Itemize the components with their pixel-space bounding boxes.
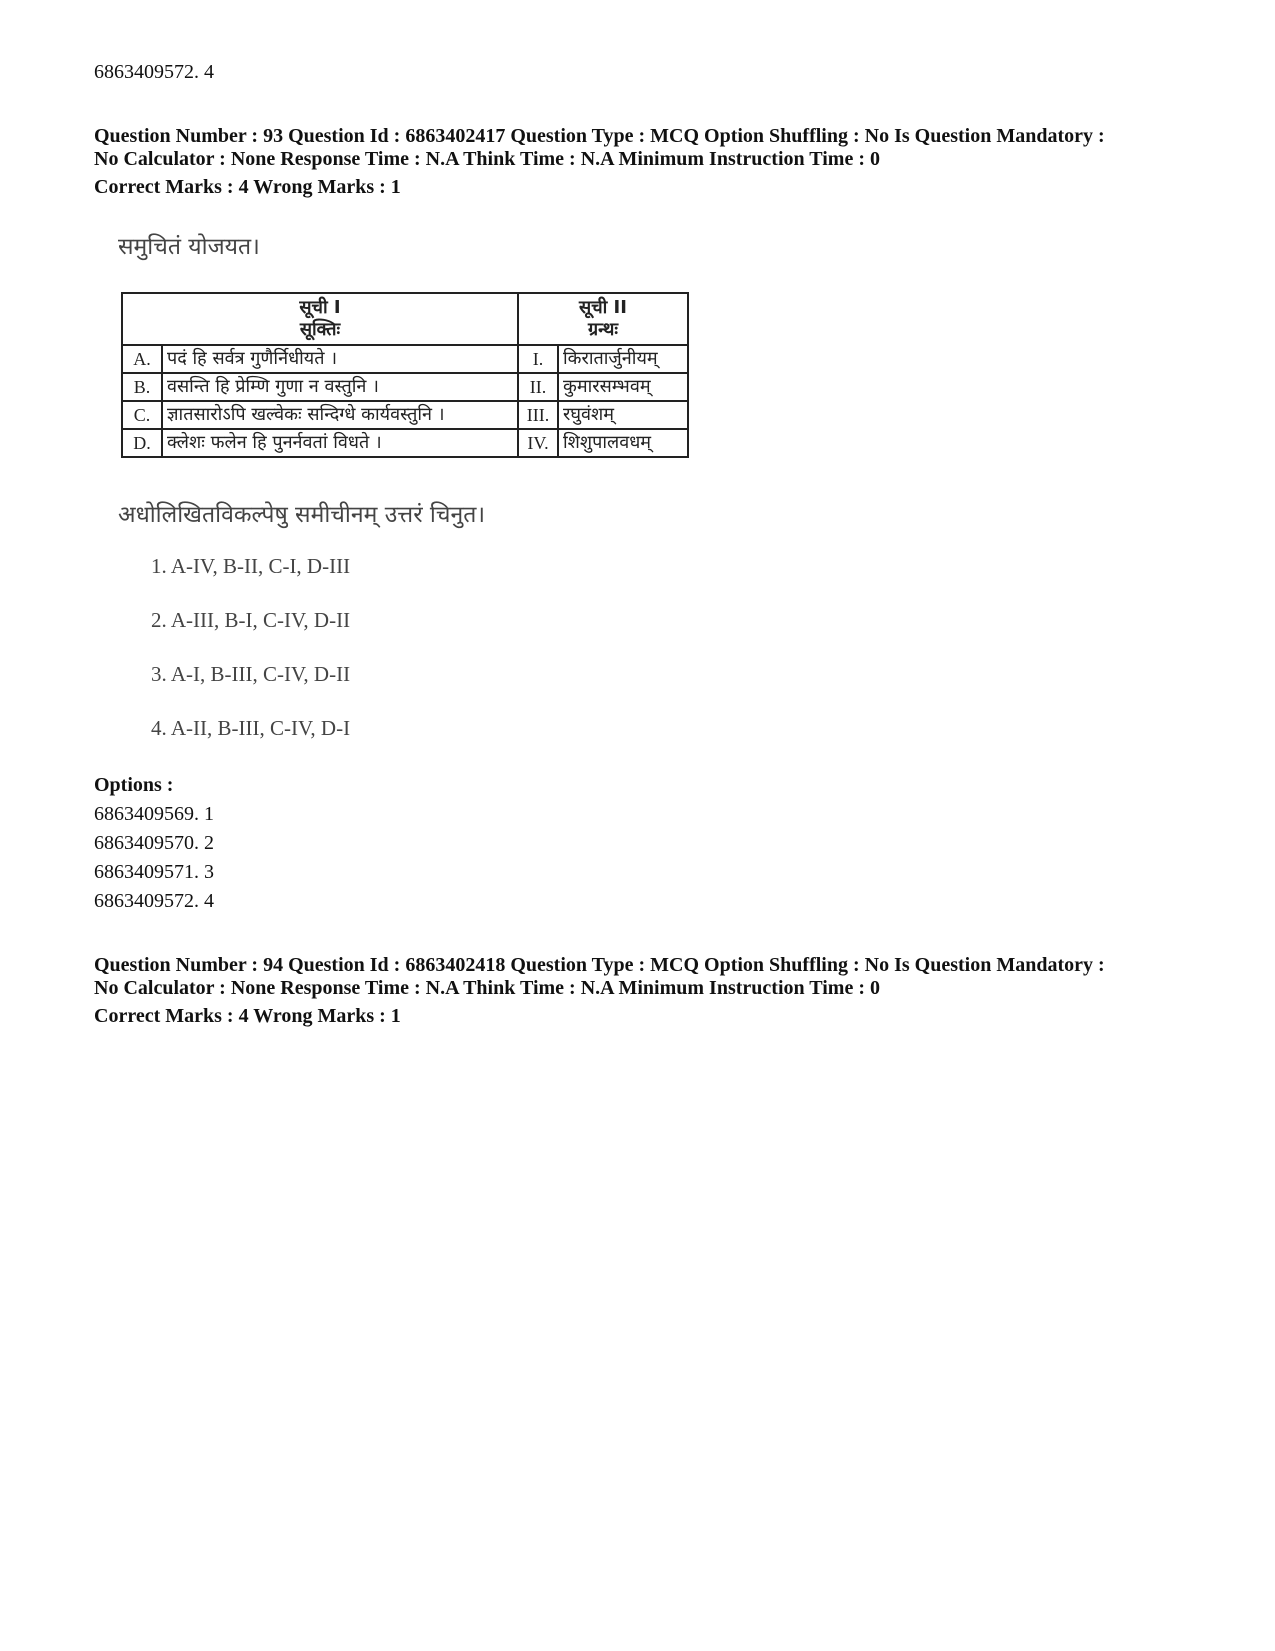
list2-header [518, 293, 688, 345]
q94-meta-line1: Question Number : 94 Question Id : 6863402418 Question Type : MCQ Option Shuffling : No Is Question Mandatory : [94, 954, 1105, 976]
table-header-row [122, 293, 688, 345]
row-text-d: क्लेशः फलेन हि पुनर्नवतां विधते । [162, 429, 518, 457]
row-label-d: D. [122, 429, 162, 457]
previous-option-line: 6863409572. 4 [94, 61, 214, 83]
row-label-b: B. [122, 373, 162, 401]
q93-choice-2: 2. A-III, B-I, C-IV, D-II [151, 608, 351, 632]
list1-header [122, 293, 518, 345]
row-label-iv: IV. [518, 429, 558, 457]
row-label-i: I. [518, 345, 558, 373]
row-label-ii: II. [518, 373, 558, 401]
q93-options-label: Options : [94, 774, 174, 796]
list2-subtitle: ग्रन्थः [587, 319, 619, 340]
row-label-c: C. [122, 401, 162, 429]
row-text-b: वसन्ति हि प्रेम्णि गुणा न वस्तुनि । [162, 373, 518, 401]
row-label-a: A. [122, 345, 162, 373]
row-text-iii: रघुवंशम् [558, 401, 688, 429]
q93-option-3: 6863409571. 3 [94, 861, 214, 883]
list2-title: सूची II [579, 297, 627, 318]
q93-choice-3: 3. A-I, B-III, C-IV, D-II [151, 662, 351, 686]
q93-option-4: 6863409572. 4 [94, 890, 214, 912]
q93-question-body [118, 232, 738, 740]
q94-meta-line2: No Calculator : None Response Time : N.A Think Time : N.A Minimum Instruction Time : 0 [94, 977, 880, 999]
q93-match-table [121, 292, 689, 458]
list1-title: सूची I [299, 297, 341, 318]
q93-choice-4: 4. A-II, B-III, C-IV, D-I [151, 716, 351, 740]
row-text-ii: कुमारसम्भवम् [558, 373, 688, 401]
table-row [122, 373, 688, 401]
q93-meta-line1: Question Number : 93 Question Id : 6863402417 Question Type : MCQ Option Shuffling : No Is Question Mandatory : [94, 125, 1105, 147]
q93-instruction: समुचितं योजयत। [118, 234, 260, 260]
row-text-i: किरातार्जुनीयम् [558, 345, 688, 373]
q93-option-1: 6863409569. 1 [94, 803, 214, 825]
row-text-iv: शिशुपालवधम् [558, 429, 688, 457]
table-row [122, 401, 688, 429]
table-row [122, 345, 688, 373]
row-text-c: ज्ञातसारोऽपि खल्वेकः सन्दिग्धे कार्यवस्तुनि । [162, 401, 518, 429]
q94-marks: Correct Marks : 4 Wrong Marks : 1 [94, 1005, 401, 1027]
q93-marks: Correct Marks : 4 Wrong Marks : 1 [94, 176, 401, 198]
list1-subtitle: सूक्तिः [299, 319, 341, 340]
q93-meta-line2: No Calculator : None Response Time : N.A Think Time : N.A Minimum Instruction Time : 0 [94, 148, 880, 170]
row-text-a: पदं हि सर्वत्र गुणैर्निधीयते । [162, 345, 518, 373]
table-row [122, 429, 688, 457]
row-label-iii: III. [518, 401, 558, 429]
q93-prompt: अधोलिखितविकल्पेषु समीचीनम् उत्तरं चिनुत। [118, 502, 486, 528]
q93-choice-1: 1. A-IV, B-II, C-I, D-III [151, 554, 351, 578]
q93-option-2: 6863409570. 2 [94, 832, 214, 854]
